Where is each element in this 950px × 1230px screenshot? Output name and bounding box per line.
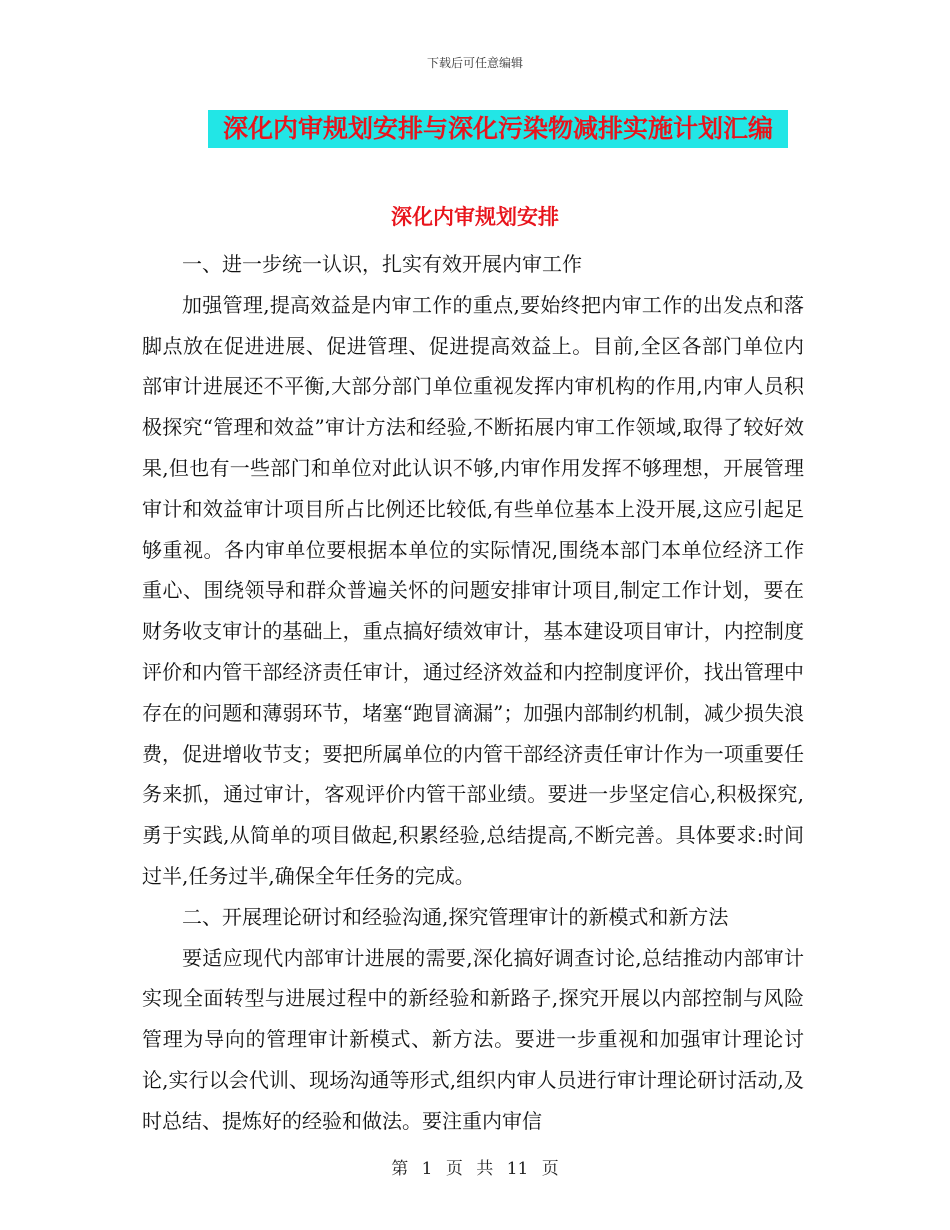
header-note: 下载后可任意编辑 <box>426 56 523 70</box>
paragraph-1: 加强管理,提高效益是内审工作的重点,要始终把内审工作的出发点和落脚点放在促进进展、促进管理、促进提高效益上。目前,全区各部门单位内部审计进展还不平衡,大部分部门单位重视发挥内审机构的作用,内审人员积极探究“管理和效益”审计方法和经验,不断拓展内审工作领域,取得了较好效果,但也有一些部门和单位对此认识不够,内审作用发挥不够理想，开展管理审计和效益审计项目所占比例还比较低,有些单位基本上没开展,这应引起足够重视。各内审单位要根据本单位的实际情况,围绕本部门本单位经济工作重心、围绕领导和群众普遍关怀的问题安排审计项目,制定工作计划，要在财务收支审计的基础上，重点搞好绩效审计，基本建设项目审计，内控制度评价和内管干部经济责任审计，通过经济效益和内控制度评价，找出管理中存在的问题和薄弱环节，堵塞“跑冒滴漏”；加强内部制约机制，减少损失浪费，促进增收节支；要把所属单位的内管干部经济责任审计作为一项重要任务来抓，通过审计，客观评价内管干部业绩。要进一步坚定信心,积极探究,勇于实践,从简单的项目做起,积累经验,总结提高,不断完善。具体要求:时间过半,任务过半,确保全年任务的完成。 <box>142 292 804 888</box>
paragraph-heading-1: 一、进一步统一认识，扎实有效开展内审工作 <box>182 252 582 276</box>
paragraph-2: 要适应现代内部审计进展的需要,深化搞好调查讨论,总结推动内部审计实现全面转型与进展过程中的新经验和新路子,探究开展以内部控制与风险管理为导向的管理审计新模式、新方法。要进一步重视和加强审计理论讨论,实行以会代训、现场沟通等形式,组织内审人员进行审计理论研讨活动,及时总结、提炼好的经验和做法。要注重内审信 <box>142 945 804 1133</box>
section-title: 深化内审规划安排 <box>391 205 559 229</box>
page-footer: 第 1 页 共 11 页 <box>391 1159 559 1179</box>
body-text <box>142 244 804 1142</box>
paragraph-heading-2: 二、开展理论研讨和经验沟通,探究管理审计的新模式和新方法 <box>182 904 729 929</box>
document-title: 深化内审规划安排与深化污染物减排实施计划汇编 <box>208 110 788 148</box>
